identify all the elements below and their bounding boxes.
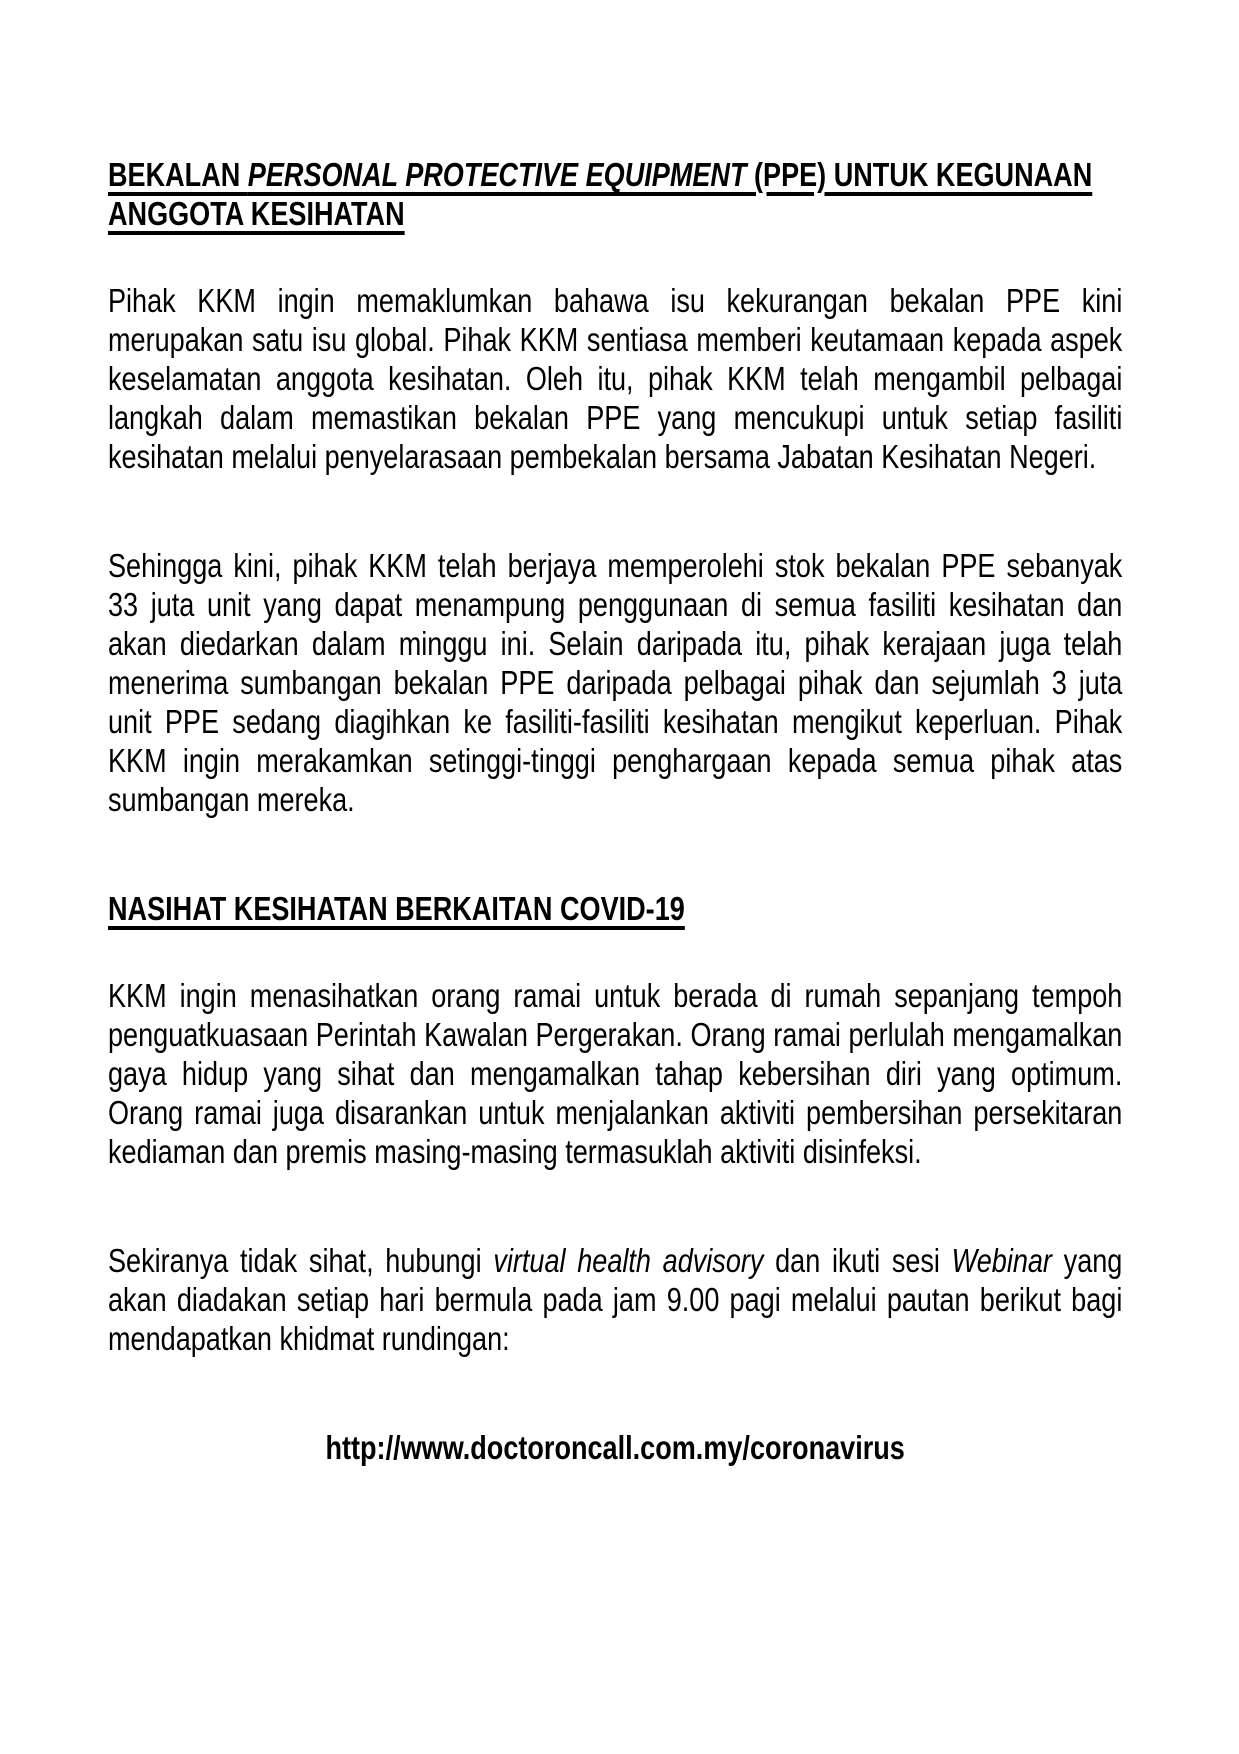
paragraph-ppe-global-issue: Pihak KKM ingin memaklumkan bahawa isu kekurangan bekalan PPE kini merupakan satu isu global. Pihak KKM sentiasa memberi keutamaan kepada aspek keselamatan anggota kesihatan. Oleh itu, pihak KKM telah mengambil pelbagai langkah dalam memastikan bekalan PPE yang mencukupi untuk setiap fasiliti kesihatan melalui penyelarasaan pembekalan bersama Jabatan Kesihatan Negeri. — [108, 282, 1123, 475]
paragraph-stay-home: KKM ingin menasihatkan orang ramai untuk berada di rumah sepanjang tempoh penguatkuasaan Perintah Kawalan Pergerakan. Orang ramai perlulah mengamalkan gaya hidup yang sihat dan mengamalkan tahap kebersihan diri yang optimum. Orang ramai juga disarankan untuk menjalankan aktiviti pembersihan persekitaran kediaman dan premis masing-masing termasuklah aktiviti disinfeksi. — [108, 977, 1123, 1170]
coronavirus-link[interactable]: http://www.doctoroncall.com.my/coronavirus — [325, 1429, 905, 1466]
text-column — [108, 155, 1122, 1467]
heading-nasihat-kesihatan: NASIHAT KESIHATAN BERKAITAN COVID-19 — [108, 890, 685, 927]
heading-bekalan-ppe: BEKALAN PERSONAL PROTECTIVE EQUIPMENT (PPE) UNTUK KEGUNAAN ANGGOTA KESIHATAN — [108, 156, 1093, 232]
paragraph-ppe-stock: Sehingga kini, pihak KKM telah berjaya memperolehi stok bekalan PPE sebanyak 33 juta unit yang dapat menampung penggunaan di semua fasiliti kesihatan dan akan diedarkan dalam minggu ini. Selain daripada itu, pihak kerajaan juga telah menerima sumbangan bekalan PPE daripada pelbagai pihak dan sejumlah 3 juta unit PPE sedang diagihkan ke fasiliti-fasiliti kesihatan mengikut keperluan. Pihak KKM ingin merakamkan setinggi-tinggi penghargaan kepada semua pihak atas sumbangan mereka. — [108, 547, 1123, 818]
paragraph-webinar-advice: Sekiranya tidak sihat, hubungi virtual health advisory dan ikuti sesi Webinar yang akan diadakan setiap hari bermula pada jam 9.00 pagi melalui pautan berikut bagi mendapatkan khidmat rundingan: — [108, 1242, 1123, 1357]
